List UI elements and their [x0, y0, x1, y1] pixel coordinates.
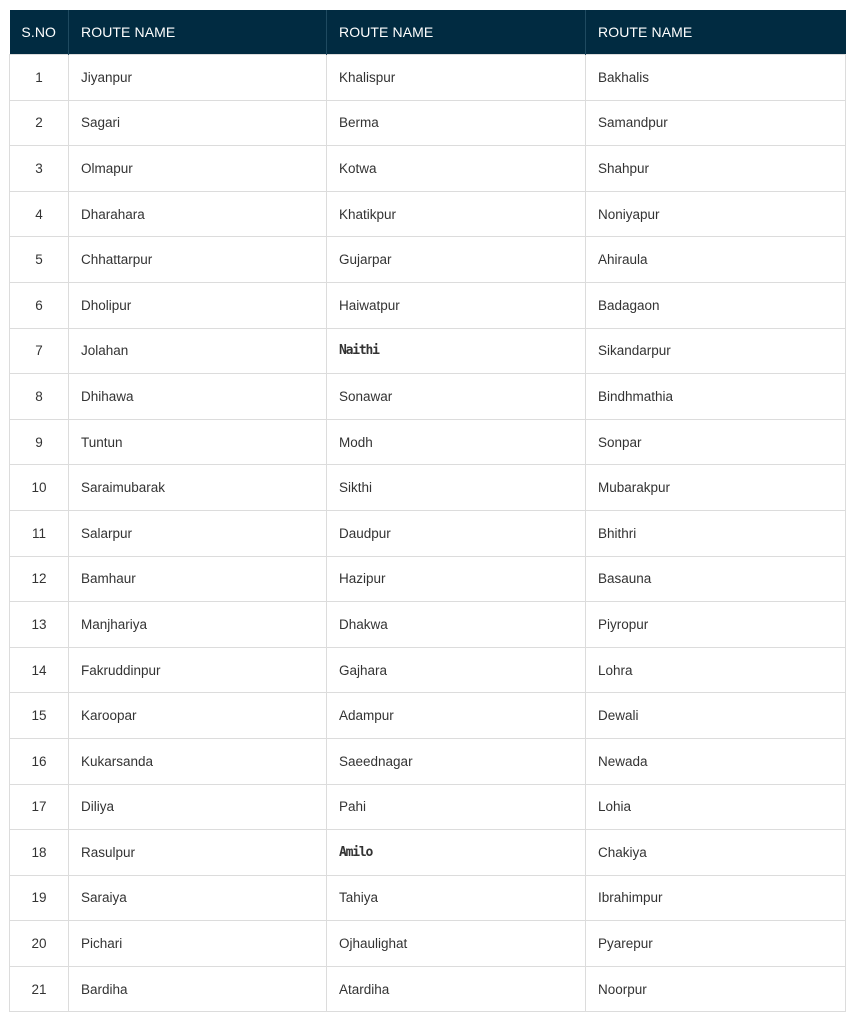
- cell-route-3: Sonpar: [586, 419, 846, 465]
- cell-sno: 6: [10, 282, 69, 328]
- cell-sno: 4: [10, 191, 69, 237]
- table-row: [10, 100, 846, 146]
- cell-route-2: Khatikpur: [327, 191, 586, 237]
- table-row: [10, 282, 846, 328]
- cell-route-2: Saeednagar: [327, 738, 586, 784]
- table-row: [10, 419, 846, 465]
- table-row: [10, 146, 846, 192]
- cell-route-1: Dholipur: [69, 282, 327, 328]
- cell-route-1: Jolahan: [69, 328, 327, 374]
- cell-route-1: Sagari: [69, 100, 327, 146]
- cell-route-1: Saraiya: [69, 875, 327, 921]
- cell-sno: 20: [10, 921, 69, 967]
- cell-route-1: Bamhaur: [69, 556, 327, 602]
- routes-table-container: [9, 10, 845, 1012]
- table-row: [10, 602, 846, 648]
- cell-route-2: Modh: [327, 419, 586, 465]
- table-row: [10, 738, 846, 784]
- cell-route-1: Karoopar: [69, 693, 327, 739]
- cell-sno: 8: [10, 374, 69, 420]
- cell-route-3: Bindhmathia: [586, 374, 846, 420]
- cell-sno: 15: [10, 693, 69, 739]
- cell-route-3: Badagaon: [586, 282, 846, 328]
- table-row: [10, 921, 846, 967]
- header-route-name-2: ROUTE NAME: [327, 10, 586, 55]
- table-row: [10, 830, 846, 876]
- cell-route-2: Pahi: [327, 784, 586, 830]
- table-row: [10, 556, 846, 602]
- cell-sno: 18: [10, 830, 69, 876]
- cell-sno: 5: [10, 237, 69, 283]
- cell-sno: 10: [10, 465, 69, 511]
- header-route-name-1: ROUTE NAME: [69, 10, 327, 55]
- cell-route-2: Sonawar: [327, 374, 586, 420]
- cell-sno: 2: [10, 100, 69, 146]
- table-row: [10, 191, 846, 237]
- cell-route-2: Adampur: [327, 693, 586, 739]
- header-sno: S.NO: [10, 10, 69, 55]
- table-row: [10, 966, 846, 1012]
- table-body: [10, 55, 846, 1012]
- cell-sno: 13: [10, 602, 69, 648]
- cell-route-3: Lohra: [586, 647, 846, 693]
- cell-route-1: Dharahara: [69, 191, 327, 237]
- table-header-row: [10, 10, 846, 55]
- cell-route-1: Diliya: [69, 784, 327, 830]
- cell-route-3: Pyarepur: [586, 921, 846, 967]
- cell-sno: 3: [10, 146, 69, 192]
- cell-route-2: Ojhaulighat: [327, 921, 586, 967]
- cell-sno: 19: [10, 875, 69, 921]
- cell-route-3: Newada: [586, 738, 846, 784]
- cell-route-3: Samandpur: [586, 100, 846, 146]
- cell-route-3: Sikandarpur: [586, 328, 846, 374]
- cell-sno: 9: [10, 419, 69, 465]
- table-row: [10, 510, 846, 556]
- table-row: [10, 55, 846, 101]
- cell-sno: 16: [10, 738, 69, 784]
- cell-route-1: Tuntun: [69, 419, 327, 465]
- cell-route-3: Shahpur: [586, 146, 846, 192]
- cell-route-1: Pichari: [69, 921, 327, 967]
- cell-route-2: Gujarpar: [327, 237, 586, 283]
- cell-route-2: Hazipur: [327, 556, 586, 602]
- cell-route-1: Bardiha: [69, 966, 327, 1012]
- cell-route-2: Sikthi: [327, 465, 586, 511]
- cell-sno: 17: [10, 784, 69, 830]
- cell-route-2: Tahiya: [327, 875, 586, 921]
- cell-route-2: Naithi: [327, 328, 586, 374]
- cell-route-2: Amilo: [327, 830, 586, 876]
- cell-sno: 21: [10, 966, 69, 1012]
- cell-route-1: Salarpur: [69, 510, 327, 556]
- cell-route-2: Daudpur: [327, 510, 586, 556]
- table-row: [10, 693, 846, 739]
- cell-route-1: Jiyanpur: [69, 55, 327, 101]
- cell-route-1: Kukarsanda: [69, 738, 327, 784]
- cell-route-3: Dewali: [586, 693, 846, 739]
- table-row: [10, 237, 846, 283]
- cell-route-3: Chakiya: [586, 830, 846, 876]
- cell-route-3: Ahiraula: [586, 237, 846, 283]
- cell-route-3: Bhithri: [586, 510, 846, 556]
- table-row: [10, 875, 846, 921]
- cell-route-1: Fakruddinpur: [69, 647, 327, 693]
- cell-route-3: Mubarakpur: [586, 465, 846, 511]
- cell-route-1: Rasulpur: [69, 830, 327, 876]
- cell-route-3: Basauna: [586, 556, 846, 602]
- cell-route-3: Piyropur: [586, 602, 846, 648]
- cell-route-2: Kotwa: [327, 146, 586, 192]
- cell-route-1: Dhihawa: [69, 374, 327, 420]
- cell-route-3: Lohia: [586, 784, 846, 830]
- cell-route-2: Khalispur: [327, 55, 586, 101]
- cell-route-1: Manjhariya: [69, 602, 327, 648]
- cell-route-2: Dhakwa: [327, 602, 586, 648]
- cell-route-3: Ibrahimpur: [586, 875, 846, 921]
- table-row: [10, 784, 846, 830]
- routes-table: [9, 10, 846, 1012]
- cell-sno: 12: [10, 556, 69, 602]
- cell-route-1: Saraimubarak: [69, 465, 327, 511]
- cell-route-2: Berma: [327, 100, 586, 146]
- table-row: [10, 465, 846, 511]
- cell-route-1: Olmapur: [69, 146, 327, 192]
- cell-route-3: Noniyapur: [586, 191, 846, 237]
- header-route-name-3: ROUTE NAME: [586, 10, 846, 55]
- cell-route-2: Gajhara: [327, 647, 586, 693]
- cell-sno: 7: [10, 328, 69, 374]
- cell-route-2: Atardiha: [327, 966, 586, 1012]
- table-row: [10, 647, 846, 693]
- cell-route-3: Noorpur: [586, 966, 846, 1012]
- cell-sno: 11: [10, 510, 69, 556]
- cell-sno: 1: [10, 55, 69, 101]
- cell-route-3: Bakhalis: [586, 55, 846, 101]
- table-row: [10, 328, 846, 374]
- cell-sno: 14: [10, 647, 69, 693]
- cell-route-1: Chhattarpur: [69, 237, 327, 283]
- table-row: [10, 374, 846, 420]
- cell-route-2: Haiwatpur: [327, 282, 586, 328]
